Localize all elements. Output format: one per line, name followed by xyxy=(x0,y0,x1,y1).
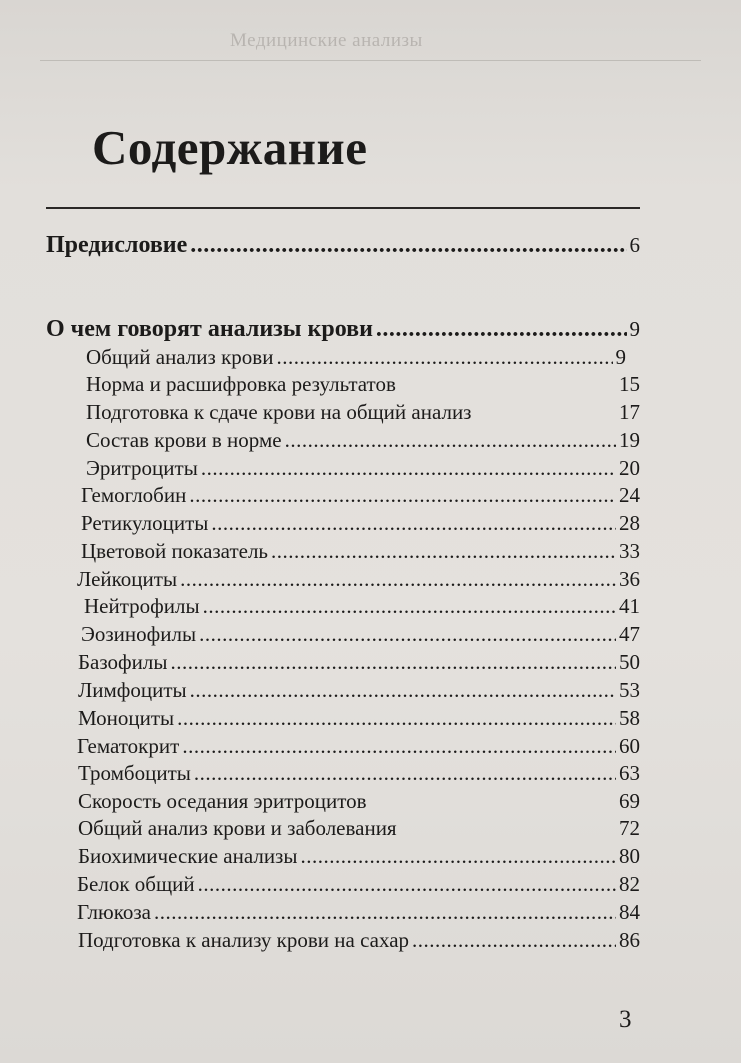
toc-entry-label: Цветовой показатель xyxy=(81,539,269,563)
toc-leader-dots xyxy=(180,567,616,592)
toc-leader-dots xyxy=(285,428,616,453)
toc-entry-label: Белок общий xyxy=(77,872,195,896)
toc-entry xyxy=(78,844,640,869)
toc-entry-label: Общий анализ крови xyxy=(86,345,274,369)
toc-leader-dots xyxy=(276,345,612,370)
toc-section-page: 6 xyxy=(629,233,640,257)
toc-leader-dots xyxy=(199,622,616,647)
title-divider xyxy=(46,207,640,209)
toc-leader-dots xyxy=(412,928,616,953)
toc-entry-page: 20 xyxy=(619,456,640,480)
toc-entry-page: 15 xyxy=(619,372,640,396)
toc-entry-label: Глюкоза xyxy=(77,900,151,924)
toc-leader-dots xyxy=(300,844,616,869)
toc-leader-dots xyxy=(190,678,616,703)
toc-entry-page: 53 xyxy=(619,678,640,702)
toc-entry xyxy=(77,734,640,759)
toc-leader-dots xyxy=(376,316,627,343)
toc-entry-label: Тромбоциты xyxy=(78,761,191,785)
toc-leader-dots xyxy=(201,456,616,481)
header-rule xyxy=(40,60,701,61)
toc-entry xyxy=(78,706,640,731)
toc-entry-page: 24 xyxy=(619,483,640,507)
toc-entry xyxy=(81,483,640,508)
toc-entry-label: Подготовка к анализу крови на сахар xyxy=(78,928,410,952)
toc-entry-label: Подготовка к сдаче крови на общий анализ xyxy=(86,400,472,424)
toc-entry-page: 50 xyxy=(619,650,640,674)
toc-entry-label: Гематокрит xyxy=(77,734,180,758)
toc-entry-label: Лимфоциты xyxy=(78,678,187,702)
toc-entry-label: Биохимические анализы xyxy=(78,844,298,868)
toc-leader-dots xyxy=(189,483,616,508)
toc-entry-label: Эритроциты xyxy=(86,456,198,480)
toc-entry xyxy=(86,372,640,397)
toc-entry-page: 41 xyxy=(619,594,640,618)
toc-leader-dots xyxy=(271,539,616,564)
toc-leader-dots xyxy=(171,650,617,675)
toc-leader-dots xyxy=(194,761,616,786)
toc-entry xyxy=(81,539,640,564)
toc-entry xyxy=(77,872,640,897)
toc-leader-dots xyxy=(182,734,616,759)
toc-entry-label: Эозинофилы xyxy=(81,622,197,646)
toc-entry-label: Нейтрофилы xyxy=(84,594,200,618)
page-title: Содержание xyxy=(92,120,368,175)
toc-entry-page: 82 xyxy=(619,872,640,896)
toc-section-page: 9 xyxy=(629,317,640,341)
toc-entry-page: 69 xyxy=(619,789,640,813)
toc-entry-page: 9 xyxy=(615,345,626,369)
toc-entry xyxy=(86,345,626,370)
toc-entry-page: 36 xyxy=(619,567,640,591)
toc-entry-page: 19 xyxy=(619,428,640,452)
toc-leader-dots xyxy=(154,900,616,925)
toc-leader-dots xyxy=(198,872,616,897)
toc-entry-page: 84 xyxy=(619,900,640,924)
toc-entry-label: Моноциты xyxy=(78,706,175,730)
toc-entry xyxy=(77,900,640,925)
toc-leader-dots xyxy=(203,594,616,619)
toc-entry xyxy=(86,456,640,481)
toc-entry-page: 86 xyxy=(619,928,640,952)
toc-entry xyxy=(86,400,640,425)
toc-entry-label: Ретикулоциты xyxy=(81,511,209,535)
running-header-bleedthrough: Медицинские анализы xyxy=(230,30,423,51)
toc-section-label: О чем говорят анализы крови xyxy=(46,316,373,342)
toc-entry-page: 28 xyxy=(619,511,640,535)
toc-entry-label: Общий анализ крови и заболевания xyxy=(78,816,397,840)
toc-entry xyxy=(78,678,640,703)
toc-entry xyxy=(78,928,640,953)
toc-entry-page: 60 xyxy=(619,734,640,758)
toc-entry xyxy=(81,511,640,536)
toc-entry xyxy=(78,761,640,786)
toc-entry-label: Гемоглобин xyxy=(81,483,187,507)
toc-entry xyxy=(84,594,640,619)
toc-leader-dots xyxy=(211,511,616,536)
toc-entry xyxy=(86,428,640,453)
toc-leader-dots xyxy=(190,232,626,259)
toc-entry xyxy=(77,567,640,592)
toc-entry-page: 58 xyxy=(619,706,640,730)
toc-entry xyxy=(78,789,640,814)
toc-entry xyxy=(78,650,640,675)
toc-entry-label: Лейкоциты xyxy=(77,567,178,591)
toc-entry-label: Скорость оседания эритроцитов xyxy=(78,789,367,813)
toc-entry-label: Состав крови в норме xyxy=(86,428,282,452)
toc-entry-page: 80 xyxy=(619,844,640,868)
toc-entry-page: 33 xyxy=(619,539,640,563)
toc-section-preface xyxy=(46,232,640,259)
page-number: 3 xyxy=(619,1006,632,1033)
toc-entry xyxy=(81,622,640,647)
toc-entry-label: Норма и расшифровка результатов xyxy=(86,372,396,396)
toc-entry-page: 47 xyxy=(619,622,640,646)
toc-leader-dots xyxy=(177,706,616,731)
toc-entry-page: 72 xyxy=(619,816,640,840)
toc-entry xyxy=(78,816,640,841)
toc-section-label: Предисловие xyxy=(46,232,188,258)
toc-entry-page: 17 xyxy=(619,400,640,424)
toc-entry-label: Базофилы xyxy=(78,650,168,674)
toc-section-blood-tests xyxy=(46,316,640,343)
toc-entry-page: 63 xyxy=(619,761,640,785)
